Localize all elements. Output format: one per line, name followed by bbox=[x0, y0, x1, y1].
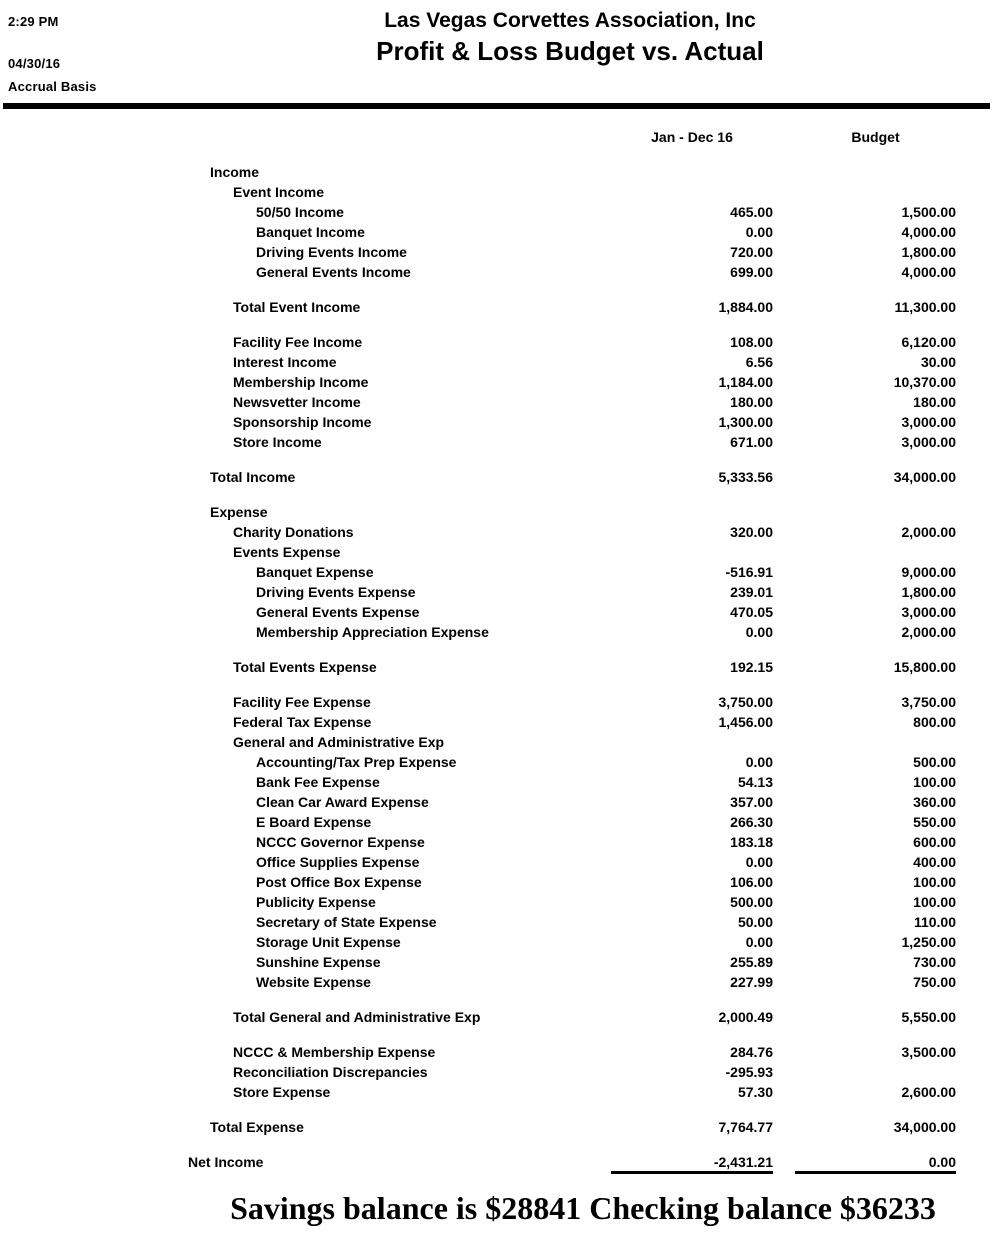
row-label: Reconciliation Discrepancies bbox=[233, 1064, 428, 1080]
row-budget-value: 10,370.00 bbox=[893, 374, 956, 390]
report-row bbox=[0, 222, 1000, 242]
row-label: Total Expense bbox=[210, 1119, 304, 1135]
report-row bbox=[0, 582, 1000, 602]
row-actual-value: 108.00 bbox=[730, 334, 773, 350]
report-date: 04/30/16 bbox=[8, 56, 61, 71]
row-label: Store Expense bbox=[233, 1084, 331, 1100]
row-actual-value: 54.13 bbox=[737, 774, 773, 790]
report-row bbox=[0, 752, 1000, 772]
row-label: NCCC Governor Expense bbox=[256, 834, 425, 850]
report-row bbox=[0, 732, 1000, 752]
report-rows bbox=[0, 162, 1000, 1172]
row-actual-value: -516.91 bbox=[725, 564, 773, 580]
report-row bbox=[0, 467, 1000, 487]
row-budget-value: 1,800.00 bbox=[901, 244, 956, 260]
row-actual-value: 0.00 bbox=[745, 934, 773, 950]
report-row bbox=[0, 1082, 1000, 1102]
report-row bbox=[0, 972, 1000, 992]
row-budget-value: 100.00 bbox=[913, 894, 956, 910]
row-actual-value: 671.00 bbox=[730, 434, 773, 450]
row-budget-value: 500.00 bbox=[913, 754, 956, 770]
row-label: NCCC & Membership Expense bbox=[233, 1044, 436, 1060]
row-actual-value: 227.99 bbox=[730, 974, 773, 990]
row-budget-value: 600.00 bbox=[913, 834, 956, 850]
row-actual-value: 1,456.00 bbox=[718, 714, 773, 730]
report-row bbox=[0, 1062, 1000, 1082]
row-actual-value: 5,333.56 bbox=[718, 469, 773, 485]
row-actual-value: 106.00 bbox=[730, 874, 773, 890]
row-label: Banquet Income bbox=[256, 224, 365, 240]
row-budget-value: 3,000.00 bbox=[901, 434, 956, 450]
row-label: Events Expense bbox=[233, 544, 341, 560]
report-row bbox=[0, 162, 1000, 182]
report-row bbox=[0, 812, 1000, 832]
report-row bbox=[0, 772, 1000, 792]
row-budget-value: 6,120.00 bbox=[901, 334, 956, 350]
row-budget-value: 800.00 bbox=[913, 714, 956, 730]
row-actual-value: 500.00 bbox=[730, 894, 773, 910]
report-row bbox=[0, 297, 1000, 317]
report-row bbox=[0, 242, 1000, 262]
row-label: Secretary of State Expense bbox=[256, 914, 437, 930]
row-label: Interest Income bbox=[233, 354, 337, 370]
row-label: Net Income bbox=[188, 1154, 264, 1170]
report-row bbox=[0, 432, 1000, 452]
row-actual-value: 255.89 bbox=[730, 954, 773, 970]
report-row bbox=[0, 182, 1000, 202]
row-label: Newsvetter Income bbox=[233, 394, 361, 410]
column-header-actual: Jan - Dec 16 bbox=[651, 129, 733, 145]
row-actual-value: 7,764.77 bbox=[718, 1119, 773, 1135]
row-label: Total Income bbox=[210, 469, 296, 485]
row-actual-value: 284.76 bbox=[730, 1044, 773, 1060]
row-label: Facility Fee Expense bbox=[233, 694, 371, 710]
row-budget-value: 730.00 bbox=[913, 954, 956, 970]
row-label: Income bbox=[210, 164, 260, 180]
row-budget-value: 3,000.00 bbox=[901, 604, 956, 620]
row-label: Store Income bbox=[233, 434, 322, 450]
report-row bbox=[0, 952, 1000, 972]
report-row bbox=[0, 1117, 1000, 1137]
row-actual-value: 50.00 bbox=[737, 914, 773, 930]
row-label: Bank Fee Expense bbox=[256, 774, 380, 790]
report-row bbox=[0, 1007, 1000, 1027]
report-row bbox=[0, 932, 1000, 952]
row-actual-value: 183.18 bbox=[730, 834, 773, 850]
row-actual-value: 3,750.00 bbox=[718, 694, 773, 710]
row-actual-value: 699.00 bbox=[730, 264, 773, 280]
row-budget-value: 3,500.00 bbox=[901, 1044, 956, 1060]
row-budget-value: 2,000.00 bbox=[901, 624, 956, 640]
row-label: General and Administrative Exp bbox=[233, 734, 445, 750]
row-budget-value: 180.00 bbox=[913, 394, 956, 410]
row-actual-value: 357.00 bbox=[730, 794, 773, 810]
row-budget-value: 1,800.00 bbox=[901, 584, 956, 600]
row-budget-value: 2,000.00 bbox=[901, 524, 956, 540]
report-row bbox=[0, 892, 1000, 912]
company-name: Las Vegas Corvettes Association, Inc bbox=[384, 9, 756, 32]
row-label: Sunshine Expense bbox=[256, 954, 381, 970]
report-row bbox=[0, 622, 1000, 642]
row-budget-value: 100.00 bbox=[913, 874, 956, 890]
row-budget-value: 5,550.00 bbox=[901, 1009, 956, 1025]
row-actual-value: 266.30 bbox=[730, 814, 773, 830]
report-row bbox=[0, 372, 1000, 392]
row-actual-value: 0.00 bbox=[745, 224, 773, 240]
row-budget-value: 34,000.00 bbox=[893, 469, 956, 485]
row-budget-value: 100.00 bbox=[913, 774, 956, 790]
row-actual-value: 57.30 bbox=[737, 1084, 773, 1100]
row-label: E Board Expense bbox=[256, 814, 372, 830]
row-actual-value: 180.00 bbox=[730, 394, 773, 410]
row-actual-value: 1,884.00 bbox=[718, 299, 773, 315]
row-label: General Events Expense bbox=[256, 604, 420, 620]
report-row bbox=[0, 202, 1000, 222]
report-row bbox=[0, 352, 1000, 372]
column-header-budget: Budget bbox=[851, 129, 900, 145]
row-actual-value: 0.00 bbox=[745, 624, 773, 640]
report-row bbox=[0, 832, 1000, 852]
row-budget-value: 2,600.00 bbox=[901, 1084, 956, 1100]
report-row bbox=[0, 332, 1000, 352]
row-label: Publicity Expense bbox=[256, 894, 376, 910]
row-budget-value: 15,800.00 bbox=[893, 659, 956, 675]
row-label: Accounting/Tax Prep Expense bbox=[256, 754, 457, 770]
row-budget-value: 550.00 bbox=[913, 814, 956, 830]
row-actual-value: -2,431.21 bbox=[611, 1152, 773, 1174]
report-row bbox=[0, 522, 1000, 542]
row-label: Driving Events Expense bbox=[256, 584, 416, 600]
row-budget-value: 1,500.00 bbox=[901, 204, 956, 220]
row-actual-value: 239.01 bbox=[730, 584, 773, 600]
report-row bbox=[0, 262, 1000, 282]
report-row bbox=[0, 692, 1000, 712]
row-label: General Events Income bbox=[256, 264, 411, 280]
report-row bbox=[0, 1152, 1000, 1172]
report-time: 2:29 PM bbox=[8, 14, 59, 29]
report-row bbox=[0, 712, 1000, 732]
row-label: Expense bbox=[210, 504, 268, 520]
row-label: Event Income bbox=[233, 184, 325, 200]
row-actual-value: 2,000.49 bbox=[718, 1009, 773, 1025]
report-row bbox=[0, 1042, 1000, 1062]
balances-note: Savings balance is $28841 Checking balance $36233 bbox=[230, 1190, 936, 1226]
row-budget-value: 1,250.00 bbox=[901, 934, 956, 950]
row-label: Post Office Box Expense bbox=[256, 874, 422, 890]
row-label: Charity Donations bbox=[233, 524, 354, 540]
row-budget-value: 11,300.00 bbox=[894, 299, 956, 315]
row-actual-value: 470.05 bbox=[730, 604, 773, 620]
report-row bbox=[0, 852, 1000, 872]
row-label: Total General and Administrative Exp bbox=[233, 1009, 481, 1025]
row-budget-value: 4,000.00 bbox=[901, 264, 956, 280]
row-budget-value: 9,000.00 bbox=[901, 564, 956, 580]
header-divider bbox=[3, 103, 990, 109]
report-row bbox=[0, 562, 1000, 582]
row-budget-value: 34,000.00 bbox=[893, 1119, 956, 1135]
row-label: Banquet Expense bbox=[256, 564, 374, 580]
report-row bbox=[0, 657, 1000, 677]
row-label: Office Supplies Expense bbox=[256, 854, 420, 870]
row-label: Facility Fee Income bbox=[233, 334, 363, 350]
row-label: Driving Events Income bbox=[256, 244, 407, 260]
report-title: Profit & Loss Budget vs. Actual bbox=[376, 36, 764, 66]
row-label: Website Expense bbox=[256, 974, 371, 990]
row-budget-value: 110.00 bbox=[913, 914, 956, 930]
report-row bbox=[0, 542, 1000, 562]
row-label: Federal Tax Expense bbox=[233, 714, 372, 730]
report-row bbox=[0, 392, 1000, 412]
row-budget-value: 3,750.00 bbox=[901, 694, 956, 710]
row-budget-value: 0.00 bbox=[795, 1152, 956, 1174]
accrual-basis-label: Accrual Basis bbox=[8, 79, 97, 94]
report-row bbox=[0, 602, 1000, 622]
report-row bbox=[0, 412, 1000, 432]
row-budget-value: 750.00 bbox=[913, 974, 956, 990]
row-label: 50/50 Income bbox=[256, 204, 344, 220]
row-actual-value: 0.00 bbox=[745, 754, 773, 770]
row-actual-value: 192.15 bbox=[730, 659, 773, 675]
row-budget-value: 360.00 bbox=[913, 794, 956, 810]
row-actual-value: 1,184.00 bbox=[718, 374, 773, 390]
report-row bbox=[0, 502, 1000, 522]
row-budget-value: 400.00 bbox=[913, 854, 956, 870]
row-actual-value: 720.00 bbox=[730, 244, 773, 260]
row-actual-value: 465.00 bbox=[730, 204, 773, 220]
row-actual-value: 320.00 bbox=[730, 524, 773, 540]
row-label: Total Event Income bbox=[233, 299, 361, 315]
row-actual-value: 0.00 bbox=[745, 854, 773, 870]
report-row bbox=[0, 872, 1000, 892]
row-label: Clean Car Award Expense bbox=[256, 794, 429, 810]
row-actual-value: -295.93 bbox=[725, 1064, 773, 1080]
row-actual-value: 1,300.00 bbox=[718, 414, 773, 430]
row-label: Sponsorship Income bbox=[233, 414, 372, 430]
report-row bbox=[0, 912, 1000, 932]
row-label: Storage Unit Expense bbox=[256, 934, 401, 950]
row-label: Membership Appreciation Expense bbox=[256, 624, 489, 640]
row-label: Total Events Expense bbox=[233, 659, 377, 675]
row-budget-value: 3,000.00 bbox=[901, 414, 956, 430]
row-label: Membership Income bbox=[233, 374, 369, 390]
row-budget-value: 4,000.00 bbox=[901, 224, 956, 240]
row-budget-value: 30.00 bbox=[920, 354, 956, 370]
report-row bbox=[0, 792, 1000, 812]
row-actual-value: 6.56 bbox=[745, 354, 773, 370]
